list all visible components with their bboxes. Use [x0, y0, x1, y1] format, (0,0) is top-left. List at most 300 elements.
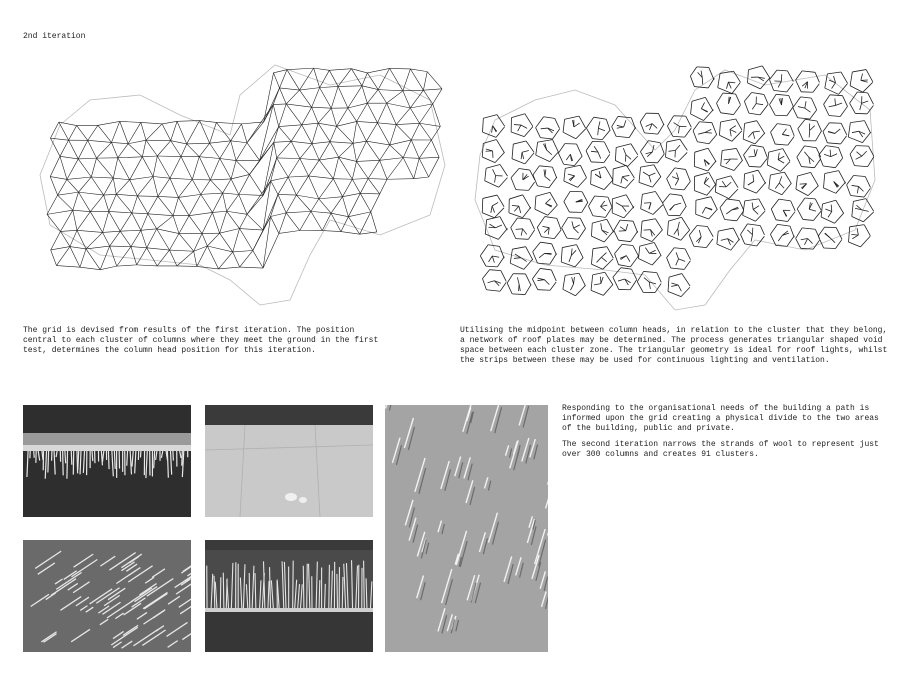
drawing-line	[696, 197, 711, 201]
drawing-line	[380, 145, 390, 160]
drawing-line	[192, 179, 200, 194]
drawing-line	[420, 123, 441, 126]
drawing-line	[816, 131, 822, 141]
drawing-line	[536, 117, 544, 128]
drawing-line	[120, 121, 128, 143]
drawing-line	[348, 193, 360, 216]
drawing-line	[753, 206, 759, 210]
drawing-line	[162, 124, 171, 141]
drawing-line	[697, 142, 709, 144]
drawing-line	[665, 142, 666, 157]
drawing-line	[600, 206, 605, 210]
drawing-line	[841, 123, 847, 135]
drawing-line	[550, 254, 557, 265]
drawing-line	[356, 141, 366, 161]
drawing-line	[128, 144, 142, 157]
drawing-line	[486, 290, 500, 291]
drawing-line	[403, 91, 410, 108]
drawing-line	[77, 126, 88, 141]
drawing-line	[201, 194, 213, 212]
drawing-line	[783, 210, 786, 216]
drawing-line	[264, 73, 274, 122]
drawing-line	[828, 212, 832, 218]
drawing-line	[824, 95, 830, 105]
drawing-line	[271, 213, 287, 217]
drawing-line	[480, 245, 488, 256]
drawing-line	[774, 90, 787, 92]
drawing-line	[431, 140, 439, 157]
drawing-line	[577, 245, 584, 258]
drawing-line	[377, 103, 386, 123]
drawing-line	[58, 179, 67, 195]
drawing-line	[630, 231, 637, 242]
drawing-line	[721, 119, 736, 122]
drawing-line	[353, 121, 357, 143]
drawing-line	[771, 124, 778, 133]
drawing-line	[779, 183, 784, 188]
drawing-line	[357, 121, 367, 141]
drawing-line	[214, 576, 215, 608]
drawing-line	[485, 168, 486, 180]
drawing-line	[512, 144, 513, 159]
drawing-line	[831, 205, 832, 212]
drawing-line	[721, 113, 734, 115]
drawing-line	[512, 294, 525, 295]
drawing-line	[708, 148, 716, 161]
drawing-line	[612, 195, 626, 199]
left-caption: The grid is devised from results of the first iteration. The position central to each cluster of columns where they meet the ground in the first test, determines the column head position for this iteration.	[23, 326, 379, 355]
drawing-line	[387, 179, 414, 180]
drawing-line	[331, 213, 341, 231]
drawing-line	[260, 127, 279, 161]
drawing-line	[501, 271, 506, 282]
model-photo-close-up-vertical	[385, 405, 548, 652]
drawing-line	[591, 223, 592, 236]
drawing-line	[744, 92, 751, 101]
drawing-line	[410, 108, 419, 123]
drawing-line	[296, 176, 308, 195]
drawing-line	[850, 86, 863, 92]
drawing-line	[859, 186, 864, 191]
drawing-line	[652, 255, 661, 265]
drawing-line	[525, 114, 533, 127]
drawing-line	[640, 141, 648, 152]
drawing-line	[614, 220, 620, 230]
drawing-line	[805, 108, 811, 112]
drawing-line	[111, 142, 128, 143]
drawing-line	[669, 274, 682, 278]
drawing-line	[633, 221, 637, 232]
drawing-line	[247, 195, 263, 214]
drawing-line	[864, 121, 870, 133]
drawing-line	[805, 119, 817, 121]
drawing-line	[56, 266, 80, 268]
drawing-line	[745, 121, 757, 124]
drawing-line	[815, 72, 819, 82]
drawing-line	[287, 68, 314, 70]
drawing-line	[591, 236, 604, 242]
drawing-line	[779, 176, 781, 183]
drawing-line	[667, 248, 675, 258]
drawing-line	[483, 115, 497, 119]
drawing-line	[829, 115, 840, 116]
drawing-line	[486, 266, 497, 267]
drawing-line	[130, 176, 153, 179]
drawing-line	[802, 71, 815, 72]
drawing-line	[303, 566, 304, 608]
drawing-line	[500, 282, 506, 291]
side-text-columns: The second iteration narrows the strands of wool to represent just over 300 columns and creates 91 clusters.	[562, 440, 879, 459]
drawing-line	[368, 179, 387, 180]
drawing-line	[591, 171, 592, 184]
drawing-line	[500, 164, 508, 176]
drawing-line	[667, 179, 672, 189]
drawing-line	[668, 150, 675, 151]
drawing-line	[189, 216, 202, 234]
drawing-line	[736, 119, 742, 130]
drawing-line	[495, 225, 501, 228]
drawing-line	[148, 214, 157, 229]
drawing-line	[519, 284, 520, 291]
drawing-line	[591, 290, 603, 295]
drawing-line	[591, 275, 593, 290]
drawing-line	[537, 227, 541, 236]
drawing-line	[330, 126, 337, 141]
drawing-line	[380, 158, 404, 161]
drawing-line	[591, 162, 604, 163]
drawing-line	[353, 143, 356, 161]
drawing-line	[835, 98, 836, 105]
drawing-line	[177, 266, 197, 267]
drawing-line	[253, 251, 263, 269]
drawing-line	[747, 70, 748, 83]
drawing-line	[582, 192, 588, 203]
drawing-line	[565, 273, 579, 275]
drawing-line	[65, 451, 66, 463]
drawing-line	[849, 242, 861, 247]
drawing-line	[197, 246, 208, 266]
drawing-line	[239, 195, 263, 196]
drawing-line	[216, 122, 230, 140]
drawing-line	[120, 231, 131, 246]
drawing-line	[189, 194, 201, 215]
drawing-line	[797, 146, 805, 157]
drawing-line	[586, 151, 591, 162]
drawing-line	[839, 148, 843, 158]
drawing-line	[576, 201, 583, 202]
drawing-line	[550, 282, 556, 290]
drawing-line	[658, 124, 664, 134]
drawing-line	[120, 213, 132, 231]
drawing-line	[668, 291, 681, 296]
drawing-line	[239, 195, 247, 215]
drawing-line	[47, 214, 60, 231]
drawing-line	[207, 233, 219, 246]
drawing-line	[227, 195, 239, 212]
drawing-line	[781, 162, 790, 172]
drawing-line	[337, 108, 348, 126]
drawing-line	[579, 273, 585, 286]
drawing-line	[578, 178, 587, 188]
drawing-line	[693, 131, 697, 142]
drawing-line	[273, 88, 279, 105]
drawing-line	[633, 246, 638, 256]
drawing-line	[537, 263, 549, 264]
drawing-line	[613, 169, 614, 184]
drawing-line	[366, 123, 377, 141]
drawing-line	[509, 213, 523, 218]
drawing-line	[796, 228, 802, 239]
drawing-line	[545, 176, 550, 180]
drawing-line	[861, 74, 863, 81]
drawing-line	[605, 167, 613, 180]
drawing-line	[676, 259, 679, 265]
drawing-line	[485, 234, 498, 239]
drawing-line	[192, 157, 199, 180]
drawing-line	[360, 193, 379, 194]
drawing-line	[58, 195, 73, 210]
drawing-line	[309, 160, 320, 176]
drawing-line	[113, 178, 116, 194]
drawing-line	[314, 68, 320, 88]
drawing-line	[278, 177, 288, 194]
drawing-line	[524, 127, 533, 137]
drawing-line	[236, 143, 247, 161]
roof-plate-cluster-drawing	[465, 60, 885, 320]
drawing-line	[91, 177, 103, 195]
drawing-line	[558, 153, 563, 164]
drawing-line	[718, 88, 732, 94]
drawing-line	[667, 139, 680, 142]
drawing-line	[277, 158, 300, 159]
drawing-line	[631, 118, 635, 129]
drawing-line	[694, 191, 706, 196]
drawing-line	[500, 217, 507, 231]
drawing-line	[569, 255, 571, 262]
drawing-line	[339, 143, 353, 157]
drawing-line	[47, 210, 73, 214]
drawing-line	[775, 115, 787, 116]
drawing-line	[624, 120, 626, 127]
drawing-line	[148, 196, 158, 213]
drawing-line	[604, 154, 610, 162]
drawing-line	[510, 249, 512, 263]
drawing-line	[732, 82, 740, 93]
drawing-line	[814, 159, 820, 168]
drawing-line	[247, 143, 260, 161]
drawing-line	[604, 142, 610, 153]
drawing-line	[852, 216, 864, 221]
drawing-line	[622, 206, 626, 212]
drawing-line	[545, 170, 546, 177]
drawing-line	[826, 146, 839, 148]
drawing-line	[263, 194, 278, 230]
drawing-line	[626, 155, 631, 160]
drawing-line	[644, 278, 649, 282]
drawing-line	[586, 128, 592, 139]
drawing-line	[849, 227, 850, 242]
drawing-line	[617, 125, 624, 127]
drawing-line	[286, 90, 299, 104]
drawing-line	[158, 196, 173, 215]
drawing-line	[291, 125, 302, 142]
drawing-line	[641, 221, 642, 237]
drawing-line	[104, 195, 109, 211]
drawing-line	[678, 152, 688, 162]
drawing-line	[342, 577, 343, 608]
drawing-line	[286, 213, 300, 231]
drawing-line	[390, 68, 411, 69]
drawing-line	[220, 158, 236, 160]
drawing-line	[277, 158, 289, 177]
drawing-line	[157, 216, 173, 229]
drawing-line	[810, 126, 815, 131]
drawing-line	[707, 184, 716, 195]
drawing-line	[131, 230, 141, 246]
drawing-line	[678, 126, 679, 133]
drawing-line	[705, 132, 712, 133]
drawing-line	[734, 105, 741, 114]
drawing-line	[300, 68, 314, 90]
drawing-line	[686, 169, 691, 181]
drawing-line	[798, 129, 804, 141]
drawing-line	[817, 121, 822, 131]
drawing-line	[492, 202, 498, 206]
drawing-line	[640, 122, 644, 133]
drawing-line	[48, 451, 49, 473]
drawing-line	[715, 192, 729, 199]
drawing-line	[711, 197, 717, 210]
drawing-line	[307, 564, 308, 608]
drawing-line	[118, 144, 128, 158]
drawing-line	[613, 165, 626, 169]
drawing-line	[79, 192, 91, 212]
drawing-line	[606, 119, 610, 130]
drawing-line	[682, 274, 690, 286]
drawing-line	[778, 235, 782, 241]
drawing-line	[736, 94, 741, 105]
drawing-line	[629, 127, 635, 137]
drawing-line	[223, 179, 231, 193]
drawing-line	[104, 178, 114, 195]
drawing-line	[850, 154, 854, 165]
drawing-line	[157, 141, 170, 156]
drawing-line	[755, 133, 765, 144]
drawing-line	[863, 82, 873, 92]
drawing-line	[604, 180, 613, 189]
drawing-line	[98, 125, 112, 142]
drawing-line	[338, 86, 362, 87]
drawing-line	[791, 201, 796, 211]
drawing-line	[698, 132, 705, 134]
drawing-line	[691, 114, 704, 121]
drawing-line	[420, 104, 433, 123]
drawing-line	[319, 199, 331, 213]
drawing-line	[309, 176, 334, 179]
drawing-line	[645, 248, 649, 254]
drawing-line	[171, 121, 177, 140]
drawing-line	[552, 167, 556, 178]
drawing-line	[744, 155, 750, 166]
drawing-line	[286, 211, 311, 212]
drawing-line	[566, 154, 570, 160]
drawing-line	[782, 129, 786, 135]
drawing-line	[701, 109, 707, 112]
drawing-line	[78, 159, 91, 177]
drawing-line	[779, 199, 791, 201]
drawing-line	[591, 151, 598, 152]
drawing-line	[749, 156, 756, 157]
drawing-line	[788, 136, 794, 145]
drawing-line	[790, 125, 794, 135]
drawing-line	[825, 171, 839, 174]
drawing-line	[341, 217, 348, 232]
drawing-line	[769, 105, 775, 116]
drawing-line	[612, 127, 616, 137]
drawing-line	[88, 140, 112, 142]
drawing-line	[535, 196, 536, 209]
drawing-line	[608, 197, 612, 208]
drawing-line	[189, 212, 212, 215]
drawing-line	[777, 124, 790, 126]
drawing-line	[511, 168, 519, 177]
drawing-line	[639, 167, 641, 182]
drawing-line	[612, 213, 624, 218]
drawing-line	[170, 178, 192, 179]
drawing-line	[216, 122, 241, 123]
drawing-line	[685, 249, 690, 260]
model-photo-perspective-strands	[23, 540, 191, 652]
drawing-line	[492, 256, 499, 257]
drawing-line	[311, 211, 322, 230]
drawing-line	[201, 180, 211, 194]
drawing-line	[684, 182, 690, 190]
drawing-line	[796, 189, 808, 196]
drawing-line	[823, 132, 827, 143]
drawing-line	[535, 209, 548, 215]
drawing-line	[103, 232, 110, 246]
drawing-line	[649, 250, 655, 253]
drawing-line	[240, 229, 264, 231]
drawing-line	[597, 257, 602, 262]
drawing-line	[801, 239, 808, 240]
drawing-line	[658, 154, 665, 163]
drawing-line	[797, 198, 805, 209]
drawing-line	[811, 172, 819, 186]
drawing-line	[539, 166, 552, 167]
drawing-line	[200, 121, 217, 123]
drawing-line	[732, 131, 742, 141]
drawing-line	[319, 580, 320, 608]
drawing-line	[809, 209, 816, 211]
drawing-line	[236, 161, 249, 175]
drawing-line	[511, 178, 516, 190]
drawing-line	[202, 234, 207, 246]
drawing-line	[824, 104, 829, 115]
drawing-line	[231, 161, 236, 179]
drawing-line	[591, 167, 605, 171]
drawing-line	[769, 80, 773, 91]
drawing-line	[117, 247, 131, 267]
drawing-line	[507, 283, 512, 294]
drawing-line	[617, 127, 624, 128]
drawing-line	[718, 228, 733, 231]
drawing-line	[329, 565, 330, 608]
drawing-line	[142, 140, 146, 157]
drawing-line	[819, 146, 826, 155]
drawing-line	[362, 86, 367, 103]
drawing-line	[665, 157, 677, 162]
